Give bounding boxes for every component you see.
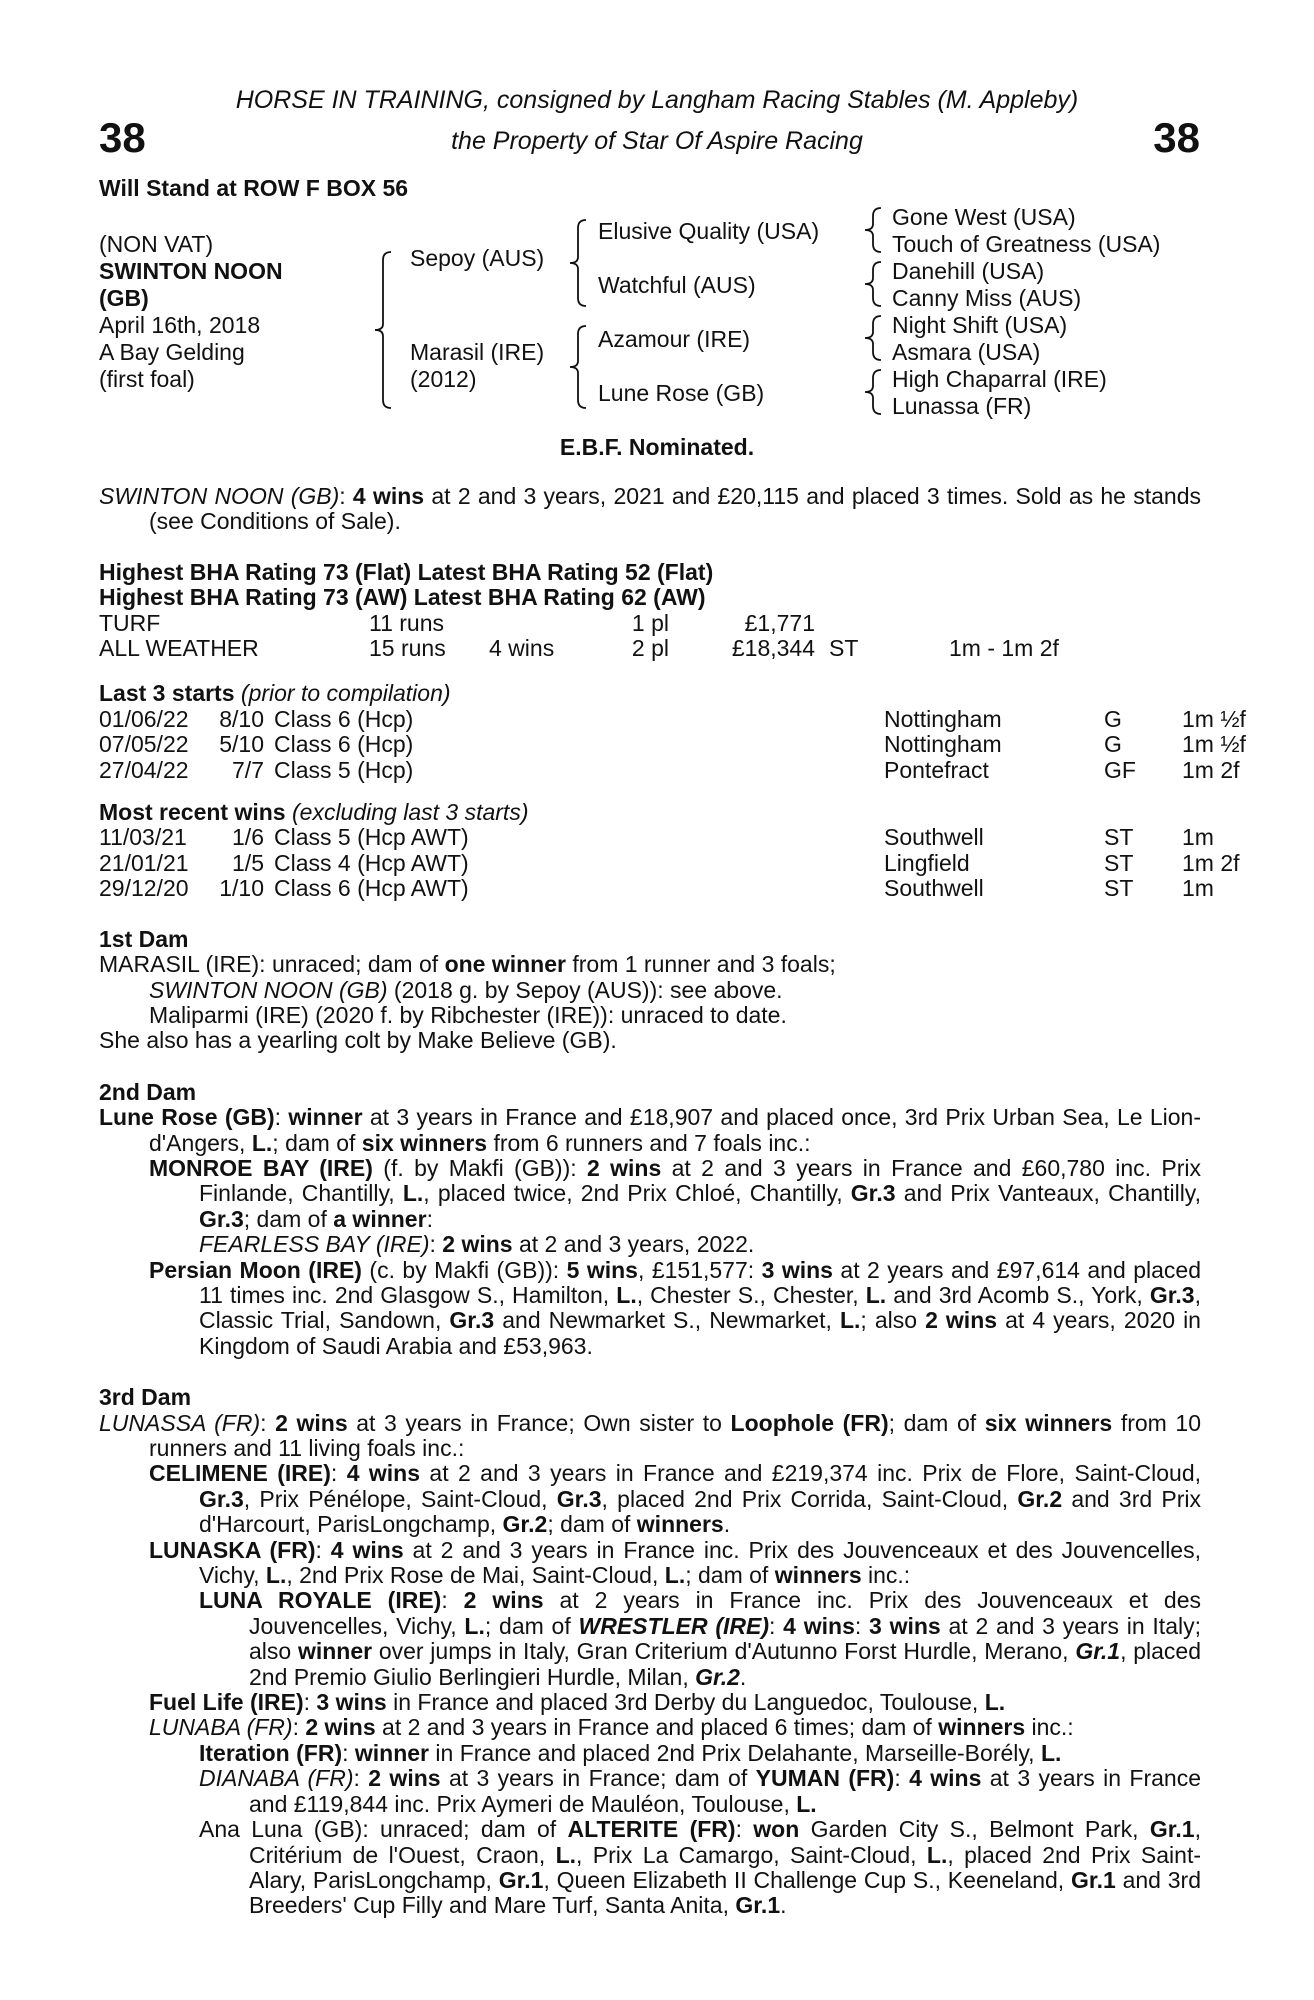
race-cell: 01/06/22 [99,705,189,732]
emphasis-text: Persian Moon (IRE) [149,1256,362,1283]
emphasis-text: Gr.1 [735,1892,781,1919]
produce-entry [99,1411,1201,1462]
ratings-aw: Highest BHA Rating 73 (AW) Latest BHA Rating 62 (AW) [99,584,706,611]
text-run: , placed twice, 2nd Prix Chloé, Chantilly, [423,1180,851,1207]
emphasis-text: L. [265,1562,287,1589]
emphasis-text: 4 wins [346,1460,421,1487]
text-run: from 1 runner and 3 foals; [565,951,836,978]
race-cell: 1m [1182,875,1214,902]
dam-heading: 2nd Dam [99,1078,197,1105]
brace-icon [375,252,391,408]
race-row [99,875,1214,902]
stats-cell: 1 pl [631,609,669,636]
pedigree-gen3-name: Touch of Greatness (USA) [892,231,1161,257]
race-cell: 1/10 [219,875,264,902]
horse-description: A Bay Gelding [99,339,245,365]
stats-cell: ST [829,635,859,662]
emphasis-text: 4 wins [909,1765,982,1792]
text-run: : [426,1205,433,1232]
dam-section [99,927,1201,1054]
emphasis-text: Gr.3 [449,1307,495,1334]
text-run: : [339,483,353,509]
pedigree-gen3-name: Lunassa (FR) [892,393,1032,419]
race-cell: 1m 2f [1182,849,1240,876]
ebf-nominated: E.B.F. Nominated. [559,434,755,460]
text-run: : [303,1689,317,1716]
text-run: and Prix Vanteaux, Chantilly, [895,1180,1201,1207]
text-run: She also has a yearling colt by Make Believe (GB). [99,1027,617,1054]
emphasis-text: 2 wins [463,1587,544,1614]
stats-cell: 1m - 1m 2f [949,635,1059,662]
emphasis-text: L. [984,1689,1006,1716]
text-run: at 2 and 3 years, 2022. [512,1231,755,1258]
emphasis-text: 2 wins [275,1409,348,1436]
emphasis-text: Gr.3 [199,1485,244,1512]
produce-entry [99,1588,1201,1690]
emphasis-text: Gr.2 [502,1511,548,1538]
emphasis-text: winners [774,1562,862,1589]
pedigree-sire-sire: Elusive Quality (USA) [598,218,820,244]
emphasis-text: Gr.1 [1071,1866,1116,1893]
text-run: inc.: [861,1562,911,1589]
emphasis-text: L. [464,1612,485,1639]
race-cell: 1/5 [232,849,264,876]
race-cell: Class 6 (Hcp AWT) [274,875,469,902]
pedigree-sire-dam: Watchful (AUS) [598,272,756,298]
text-run: , 2nd Prix Rose de Mai, Saint-Cloud, [286,1562,665,1589]
text-run: and 3rd Prix d'Harcourt, ParisLongchamp, [199,1485,1201,1538]
text-run: : [274,1104,289,1131]
emphasis-text: WRESTLER (IRE) [578,1612,769,1639]
text-run: , Prix La Camargo, Saint-Cloud, [576,1841,927,1868]
produce-entry [99,1232,1201,1257]
stats-cell: 2 pl [631,635,669,662]
stats-cell: TURF [99,609,161,636]
emphasis-text: won [753,1816,800,1843]
race-cell: Southwell [884,824,984,851]
text-run: and 3rd Acomb S., York, [886,1281,1150,1308]
emphasis-text: L. [1040,1739,1062,1766]
produce-entry [99,952,1201,977]
text-run: ; dam of [484,1612,579,1639]
emphasis-text: winner [288,1104,363,1131]
text-run: at 2 and 3 years in France and placed 6 times; dam of [375,1714,939,1741]
ratings-flat: Highest BHA Rating 73 (Flat) Latest BHA Rating 52 (Flat) [99,558,714,585]
produce-entry [99,1690,1201,1715]
horse-country: (GB) [99,285,149,311]
produce-entry [99,1156,1201,1232]
owner-line: the Property of Star Of Aspire Racing [451,127,863,155]
emphasis-text: LUNASSA (FR) [99,1409,261,1436]
emphasis-text: 4 wins [330,1536,404,1563]
emphasis-text: Gr.2 [695,1663,740,1690]
emphasis-text: winner [354,1739,430,1766]
pedigree-gen3-name: Canny Miss (AUS) [892,285,1082,311]
most-recent-wins [99,799,1240,902]
race-cell: GF [1104,756,1136,783]
emphasis-text: YUMAN (FR) [755,1765,895,1792]
text-run: : [735,1816,754,1843]
stats-cell [489,611,604,636]
text-run: , Chester S., Chester, [636,1281,866,1308]
emphasis-text: Gr.1 [1075,1638,1121,1665]
emphasis-text: 2 wins [368,1765,441,1792]
text-run: ; dam of [547,1511,637,1538]
text-run: : [292,1714,306,1741]
race-cell: 1m 2f [1182,756,1240,783]
race-cell: Southwell [884,875,984,902]
race-row [99,824,1214,851]
text-run: at 2 and 3 years, 2021 and £20,115 and placed 3 times. Sold as he stands (see Conditions of Sale). [149,483,1202,535]
emphasis-text: L. [555,1841,577,1868]
dam-section [99,1385,1201,1919]
emphasis-text: L. [402,1180,424,1207]
text-run: , Queen Elizabeth II Challenge Cup S., Keeneland, [543,1866,1071,1893]
text-run: ; dam of [243,1205,334,1232]
emphasis-text: L. [865,1281,887,1308]
vat-status: (NON VAT) [99,231,214,257]
race-cell: 1m [1182,824,1214,851]
text-run: ; dam of [888,1409,985,1436]
race-cell: 27/04/22 [99,756,189,783]
race-cell: 7/7 [232,756,264,783]
text-run: ; also [860,1307,926,1334]
text-run: . [780,1892,787,1919]
pedigree-gen3-name: Danehill (USA) [892,258,1045,284]
text-run: : [353,1765,369,1792]
pedigree-gen3-name: High Chaparral (IRE) [892,366,1107,392]
brace-icon [865,262,881,306]
text-run: at 3 years in France; dam of [440,1765,756,1792]
text-run: and Newmarket S., Newmarket, [494,1307,840,1334]
recent-wins-subtitle: (excluding last 3 starts) [292,799,529,826]
race-cell: ST [1104,875,1134,902]
produce-entry [99,978,1201,1003]
race-row [99,756,1240,783]
stats-row [99,636,1201,661]
emphasis-text: 2 wins [442,1231,513,1258]
text-run: (2018 g. by Sepoy (AUS)): see above. [387,976,783,1003]
emphasis-text: one winner [444,951,566,978]
pedigree-dam-dam: Lune Rose (GB) [598,380,765,406]
race-cell: 29/12/20 [99,875,189,902]
emphasis-text: winners [938,1714,1026,1741]
emphasis-text: Gr.1 [498,1866,544,1893]
race-cell: Lingfield [884,849,970,876]
text-run: : [342,1739,355,1766]
text-run: : [854,1612,870,1639]
pedigree-gen3-name: Night Shift (USA) [892,312,1068,338]
stats-cell [949,611,1149,636]
emphasis-text: 2 wins [925,1307,998,1334]
emphasis-text: 3 wins [869,1612,941,1639]
race-cell: 8/10 [219,705,264,732]
emphasis-text: 3 wins [761,1256,833,1283]
text-run: MARASIL (IRE): unraced; dam of [99,951,445,978]
produce-entry [99,1766,1201,1817]
foal-note: (first foal) [99,366,195,392]
dam-heading: 1st Dam [99,925,189,952]
emphasis-text: LUNABA (FR) [149,1714,293,1741]
race-cell: 21/01/21 [99,849,189,876]
pedigree-gen3-name: Gone West (USA) [892,204,1076,230]
last-3-subtitle: (prior to compilation) [240,680,451,707]
produce-entry [99,1028,1201,1053]
race-cell: Nottingham [884,705,1002,732]
text-run: : [429,1231,443,1258]
race-row [99,849,1240,876]
race-cell: Class 6 (Hcp) [274,705,414,732]
text-run: . [723,1511,731,1538]
text-run: , Prix Pénélope, Saint-Cloud, [243,1485,557,1512]
race-cell: Class 5 (Hcp AWT) [274,824,469,851]
race-cell: Class 6 (Hcp) [274,731,414,758]
race-cell: Pontefract [884,756,989,783]
pedigree-gen3-name: Asmara (USA) [892,339,1041,365]
race-cell: 11/03/21 [99,824,187,851]
emphasis-text: LUNASKA (FR) [149,1536,316,1563]
race-cell: 07/05/22 [99,731,189,758]
text-run: from 10 runners and 11 living foals inc.: [149,1409,1202,1461]
text-run: inc.: [1025,1714,1074,1741]
produce-entry [99,1258,1201,1360]
text-run: , placed 2nd Prix Saint-Alary, ParisLongchamp, [249,1841,1201,1893]
stats-cell: 15 runs [369,635,446,662]
text-run: (c. by Makfi (GB)): [361,1256,567,1283]
lot-number-left: 38 [99,114,146,161]
race-cell: G [1104,705,1122,732]
recent-wins-title: Most recent wins [99,799,286,826]
emphasis-text: 2 wins [587,1154,662,1181]
stats-cell: 11 runs [369,609,445,636]
emphasis-text: Lune Rose (GB) [99,1104,275,1131]
race-row [99,731,1246,758]
emphasis-text: winners [636,1511,724,1538]
race-cell: Class 5 (Hcp) [274,756,414,783]
text-run: at 3 years in France; Own sister to [347,1409,731,1436]
emphasis-text: Fuel Life (IRE) [149,1689,304,1716]
text-run: , £151,577: [637,1256,762,1283]
brace-icon [865,316,881,360]
ratings [99,560,1201,611]
brace-icon [570,326,586,408]
consignor-line: HORSE IN TRAINING, consigned by Langham Racing Stables (M. Appleby) [235,86,1079,114]
emphasis-text: Gr.2 [1017,1485,1063,1512]
stats-cell: 4 wins [489,635,555,662]
text-run: ; dam of [272,1129,362,1156]
text-run: at 2 and 3 years in France and £219,374 inc. Prix de Flore, Saint-Cloud, [420,1460,1202,1487]
produce-entry [99,1715,1201,1740]
emphasis-text: 4 wins [352,483,425,509]
emphasis-text: SWINTON NOON (GB) [99,483,340,509]
text-run: at 4 years, 2020 in Kingdom of Saudi Arabia and £53,963. [199,1307,1201,1359]
emphasis-text: Gr.1 [1149,1816,1195,1843]
text-run: and 3rd Breeders' Cup Filly and Mare Turf, Santa Anita, [249,1866,1201,1919]
race-row [99,705,1246,732]
race-cell: Nottingham [884,731,1002,758]
produce-entry [99,1105,1201,1156]
text-run: : [441,1587,464,1614]
emphasis-text: MONROE BAY (IRE) [149,1154,373,1181]
text-run: , Critérium de l'Ouest, Craon, [249,1816,1201,1868]
text-run: (f. by Makfi (GB)): [372,1154,587,1181]
surface-stats [99,611,1201,662]
emphasis-text: Iteration (FR) [199,1739,343,1766]
emphasis-text: six winners [984,1409,1113,1436]
race-cell: 1m ½f [1182,731,1246,758]
produce-entry [99,1817,1201,1919]
text-run: . [739,1663,747,1690]
text-run: at 2 and 3 years in France inc. Prix des Jouvenceaux et des Jouvencelles, Vichy, [199,1536,1201,1589]
text-run: : [315,1536,331,1563]
lot-number-right: 38 [1153,114,1200,161]
stats-row [99,611,1201,636]
text-run: , placed 2nd Prix Corrida, Saint-Cloud, [601,1485,1018,1512]
race-cell: 5/10 [219,731,264,758]
stand-location: Will Stand at ROW F BOX 56 [99,175,409,201]
produce-entry [99,1741,1201,1766]
text-run: in France and placed 3rd Derby du Languedoc, Toulouse, [386,1689,985,1716]
emphasis-text: 4 wins [783,1612,855,1639]
produce-entry [99,1461,1201,1537]
emphasis-text: L. [664,1562,686,1589]
emphasis-text: Loophole (FR) [730,1409,889,1436]
text-run: from 6 runners and 7 foals inc.: [487,1129,811,1156]
race-cell: 1m ½f [1182,705,1246,732]
text-run: , Classic Trial, Sandown, [199,1281,1201,1334]
text-run: at 2 years and £97,614 and placed 11 times inc. 2nd Glasgow S., Hamilton, [199,1256,1201,1308]
text-run: in France and placed 2nd Prix Delahante, Marseille-Borély, [429,1739,1041,1766]
emphasis-text: CELIMENE (IRE) [149,1460,331,1487]
emphasis-text: a winner [333,1205,427,1232]
text-run: ; dam of [685,1562,775,1589]
emphasis-text: SWINTON NOON (GB) [149,976,388,1003]
stats-cell: £18,344 [731,635,815,662]
emphasis-text: Gr.3 [1149,1281,1195,1308]
text-run: over jumps in Italy, Gran Criterium d'Autunno Forst Hurdle, Merano, [372,1638,1076,1665]
pedigree-dam-sire: Azamour (IRE) [598,326,751,352]
emphasis-text: LUNA ROYALE (IRE) [199,1587,442,1614]
catalogue-body [99,483,1246,1919]
text-run: , placed 2nd Premio Giulio Berlingieri Hurdle, Milan, [249,1638,1202,1690]
horse-name: SWINTON NOON [99,258,283,284]
last-3-title: Last 3 starts [99,680,235,707]
emphasis-text: L. [796,1790,817,1817]
emphasis-text: 5 wins [566,1256,638,1283]
brace-icon [865,370,881,414]
emphasis-text: FEARLESS BAY (IRE) [199,1231,430,1258]
emphasis-text: ALTERITE (FR) [567,1816,736,1843]
text-run: : [330,1460,347,1487]
race-cell: G [1104,731,1122,758]
text-run: at 2 and 3 years in France and £60,780 inc. Prix Finlande, Chantilly, [199,1154,1202,1207]
stats-cell: £1,771 [744,609,815,636]
brace-icon [865,208,881,252]
text-run: Ana Luna (GB): unraced; dam of [199,1816,568,1843]
text-run: Maliparmi (IRE) (2020 f. by Ribchester (IRE)): unraced to date. [149,1001,787,1028]
pedigree-dam: Marasil (IRE) [410,339,545,365]
produce-entry [99,1538,1201,1589]
produce-entry [99,1003,1201,1028]
emphasis-text: L. [839,1307,861,1334]
emphasis-text: L. [251,1129,273,1156]
text-run: at 3 years in France and £119,844 inc. Prix Aymeri de Mauléon, Toulouse, [249,1765,1201,1817]
race-cell: ST [1104,849,1134,876]
emphasis-text: L. [616,1281,637,1308]
text-run: at 2 years in France inc. Prix des Jouvenceaux et des Jouvencelles, Vichy, [249,1587,1202,1639]
emphasis-text: winner [297,1638,373,1665]
dam-heading: 3rd Dam [99,1384,192,1411]
race-record-summary [99,484,1201,535]
text-run: : [769,1612,784,1639]
emphasis-text: L. [926,1841,948,1868]
foaling-date: April 16th, 2018 [99,312,261,338]
emphasis-text: Gr.3 [199,1205,244,1232]
emphasis-text: Gr.3 [556,1485,602,1512]
last-3-starts [99,680,1246,783]
stats-cell [829,611,949,636]
brace-icon [570,220,586,306]
text-run: at 3 years in France and £18,907 and placed once, 3rd Prix Urban Sea, Le Lion-d'Angers, [149,1104,1202,1156]
text-run: at 2 and 3 years in Italy; also [249,1612,1201,1665]
text-run: : [894,1765,910,1792]
pedigree-dam-year: (2012) [410,366,477,392]
stats-cell: ALL WEATHER [99,635,259,662]
dam-section [99,1080,1201,1359]
pedigree-sire: Sepoy (AUS) [410,245,545,271]
text-run: Garden City S., Belmont Park, [799,1816,1150,1843]
race-cell: ST [1104,824,1134,851]
emphasis-text: DIANABA (FR) [199,1765,354,1792]
emphasis-text: Gr.3 [850,1180,896,1207]
emphasis-text: 2 wins [305,1714,376,1741]
race-cell: 1/6 [232,824,264,851]
text-run: : [260,1409,276,1436]
emphasis-text: 3 wins [316,1689,387,1716]
race-cell: Class 4 (Hcp AWT) [274,849,469,876]
emphasis-text: six winners [361,1129,488,1156]
